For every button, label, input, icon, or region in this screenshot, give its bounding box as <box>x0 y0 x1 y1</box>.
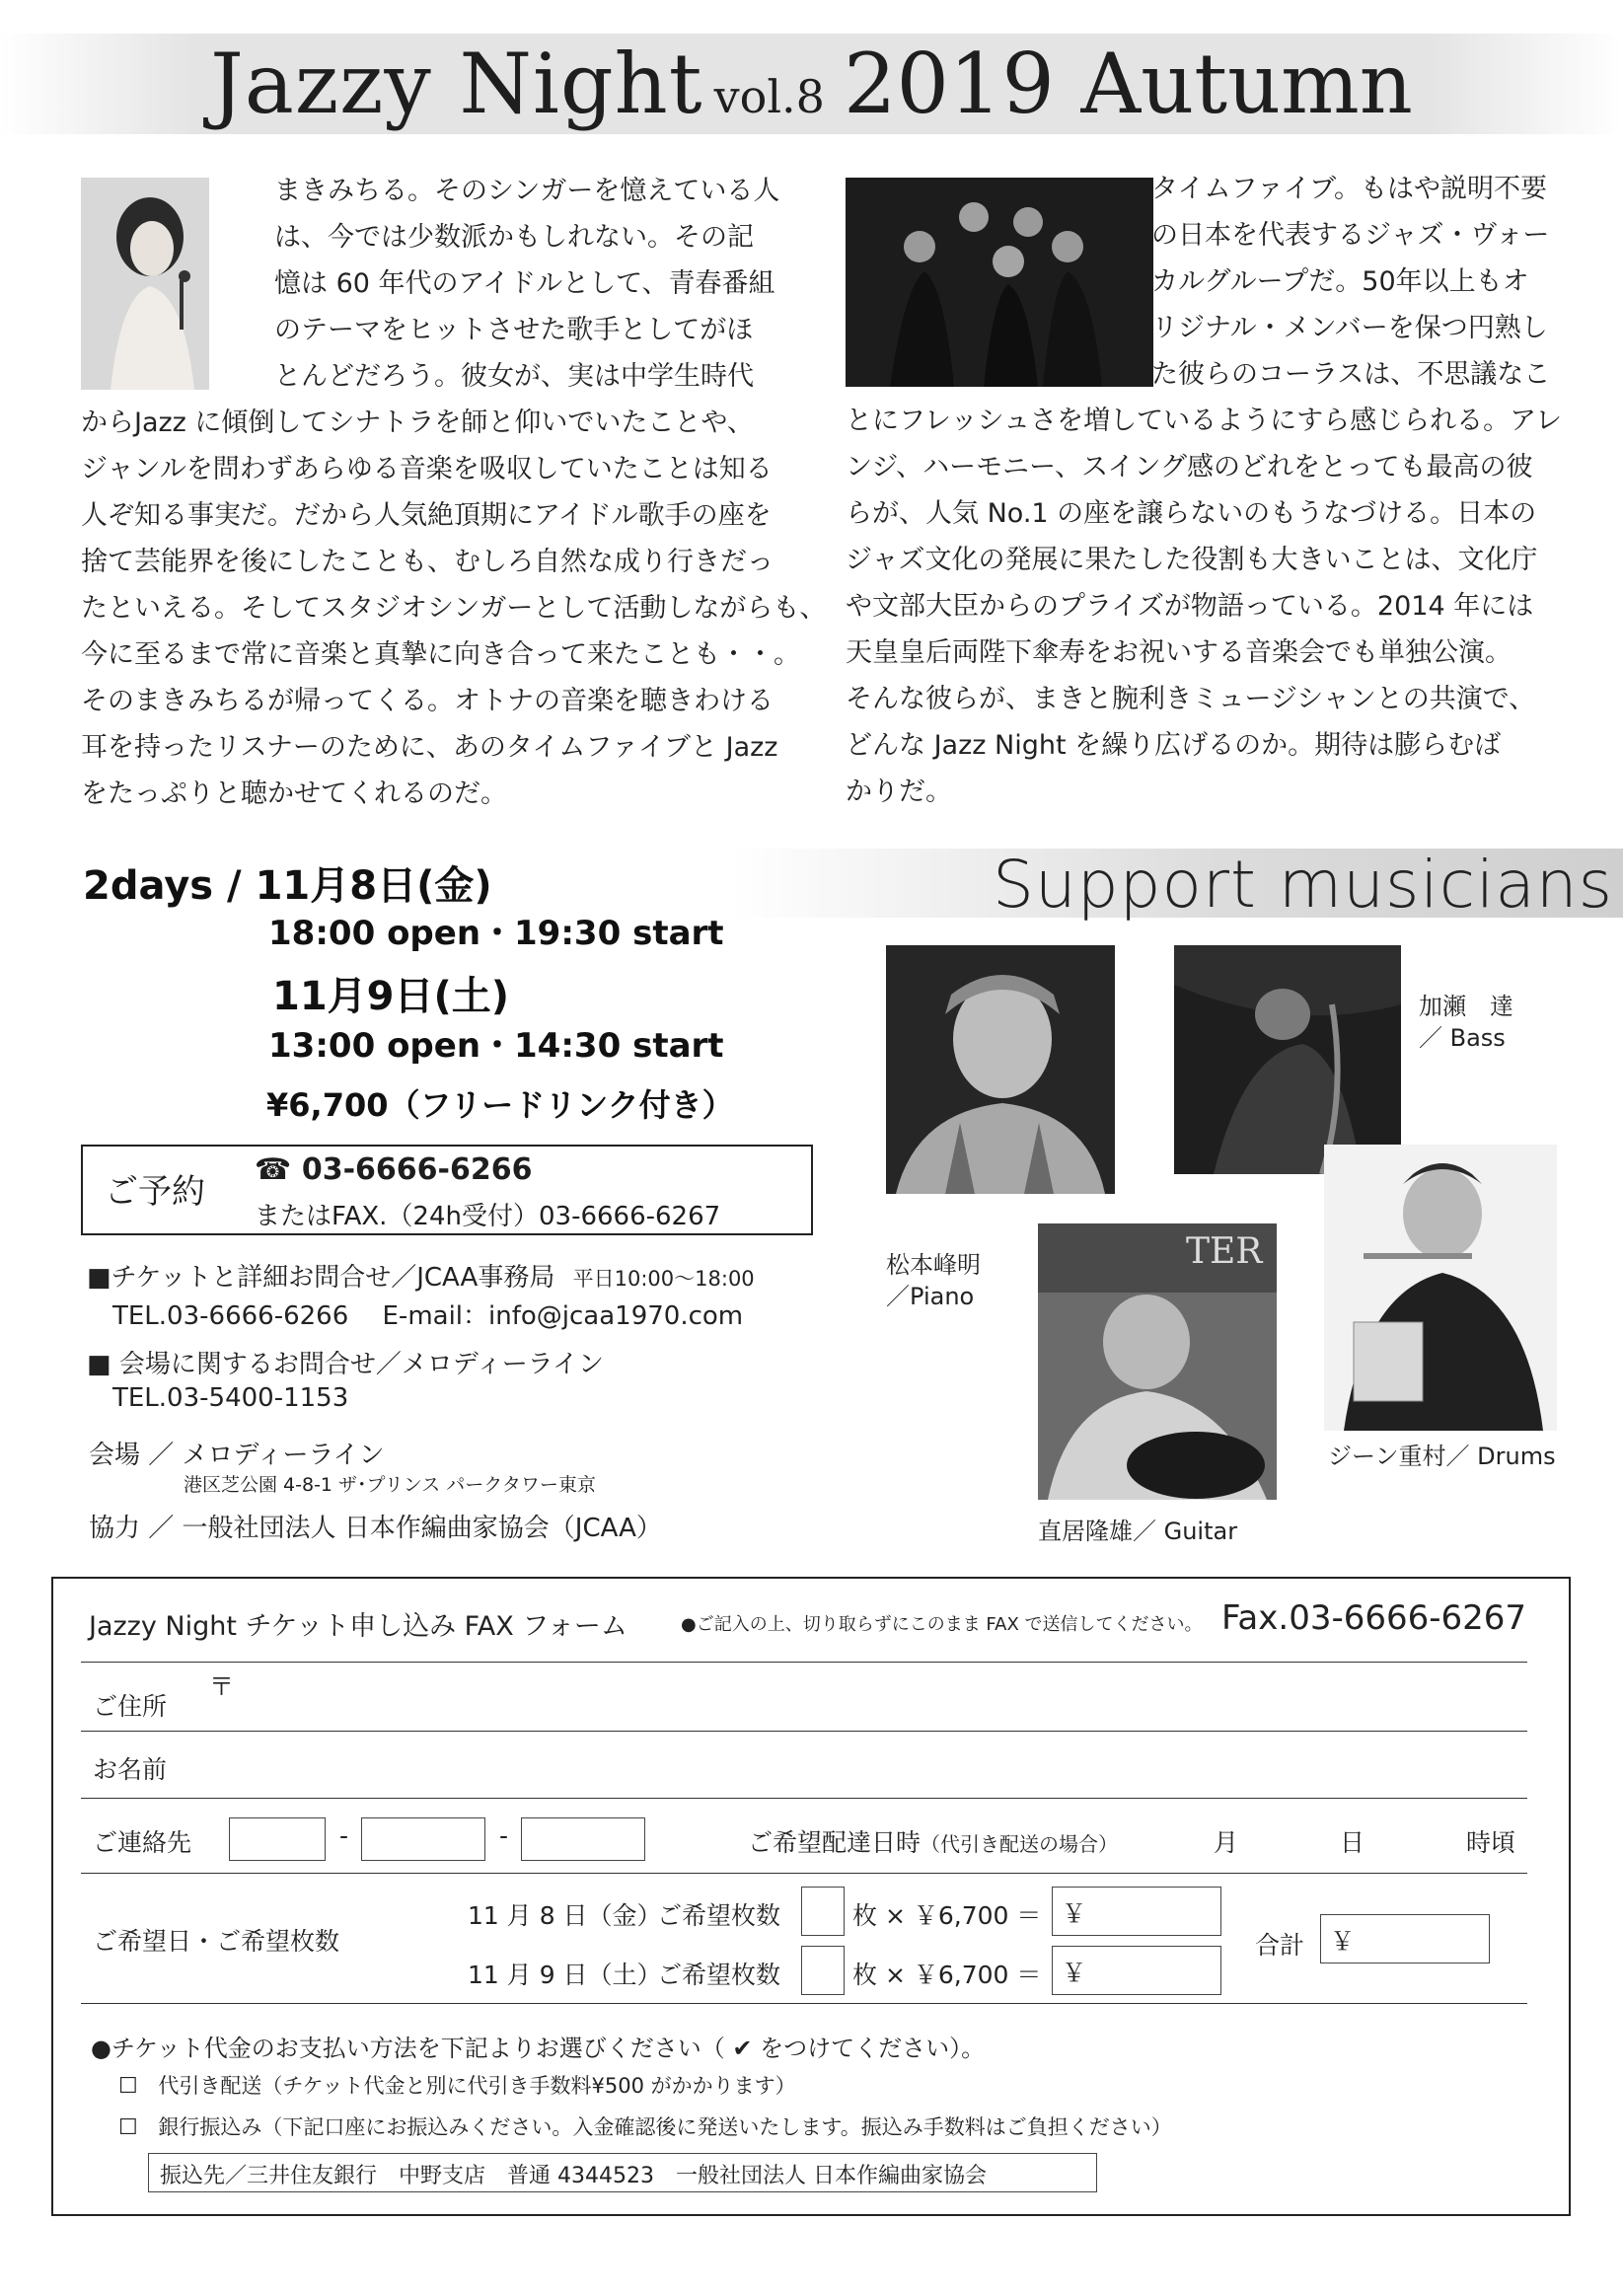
delivery-row <box>748 1823 1118 1859</box>
guitar-photo <box>1038 1223 1277 1500</box>
left-line: まきみちる。そのシンガーを憶えている人 <box>274 176 780 206</box>
right-line: かりだ。 <box>846 777 952 807</box>
payment-option-2[interactable] <box>118 2111 1172 2141</box>
qty2-multiply: 枚 × ￥6,700 ＝ <box>852 1961 1042 1989</box>
option1-label: 代引き配送（チケット代金と別に代引き手数料¥500 がかかります） <box>158 2074 796 2098</box>
reservation-phone-row <box>255 1152 532 1187</box>
day2-time: 13:00 open・14:30 start <box>268 1026 724 1066</box>
contact-label: ご連絡先 <box>93 1828 192 1857</box>
qty2-label: ご希望枚数 <box>657 1961 781 1989</box>
qty1-label: ご希望枚数 <box>657 1901 781 1930</box>
right-line: ンジ、ハーモニー、スイング感のどれをとっても最高の彼 <box>846 452 1533 482</box>
bass-caption <box>1419 991 1513 1054</box>
name-field[interactable] <box>217 1737 1519 1794</box>
subtotal2-yen: ￥ <box>1062 1959 1087 1987</box>
right-line: タイムファイブ。もはや説明不要 <box>1151 174 1547 204</box>
checkbox-icon[interactable]: ☐ <box>118 2115 138 2140</box>
right-line: カルグループだ。50年以上もオ <box>1151 266 1529 297</box>
svg-text:TER: TER <box>1186 1231 1263 1272</box>
piano-photo <box>886 945 1115 1194</box>
left-line: は、今では少数派かもしれない。その記 <box>274 222 754 253</box>
delivery-label: ご希望配達日時 <box>748 1828 922 1857</box>
postal-mark: 〒 <box>209 1672 235 1701</box>
bass-name: 加瀬 達 <box>1419 993 1513 1020</box>
drums-photo <box>1324 1145 1557 1431</box>
left-line: そのまきみちるが帰ってくる。オトナの音楽を聴きわける <box>81 686 774 716</box>
left-line: からJazz に傾倒してシナトラを師と仰いでいたことや、 <box>81 407 754 438</box>
total-yen: ￥ <box>1330 1927 1356 1956</box>
venue-contact-label: ■ 会場に関するお問合せ／メロディーライン <box>87 1350 604 1379</box>
left-line: のテーマをヒットさせた歌手としてがほ <box>274 315 754 345</box>
drums-caption: ジーン重村／ Drums <box>1328 1443 1556 1470</box>
payment-option-1[interactable] <box>118 2070 796 2100</box>
right-line: リジナル・メンバーを保つ円熟し <box>1151 313 1548 343</box>
venue-name: 会場 ／ メロディーライン <box>89 1441 385 1470</box>
delivery-note: （代引き配送の場合） <box>921 1832 1119 1856</box>
day-label: 日 <box>1340 1828 1365 1857</box>
support-title: Support musicians <box>992 847 1613 923</box>
form-divider <box>81 1798 1527 1799</box>
form-divider <box>81 1662 1527 1663</box>
total-label: 合計 <box>1255 1931 1305 1960</box>
left-line: 憶は 60 年代のアイドルとして、青春番組 <box>274 268 775 299</box>
form-divider <box>81 1731 1527 1732</box>
form-note: ●ご記入の上、切り取らずにこのまま FAX で送信してください。 <box>681 1614 1203 1635</box>
left-line: たといえる。そしてスタジオシンガーとして活動しながらも、 <box>81 593 827 624</box>
payment-title: ●チケット代金のお支払い方法を下記よりお選びください（ ✔ をつけてください）。 <box>91 2035 986 2062</box>
right-line: や文部大臣からのプライズが物語っている。2014 年には <box>846 591 1534 622</box>
reservation-label: ご予約 <box>105 1172 205 1212</box>
venue-address: 港区芝公園 4-8-1 ザ･プリンス パークタワー東京 <box>184 1474 596 1496</box>
left-line: をたっぷりと聴かせてくれるのだ。 <box>81 778 507 809</box>
right-line: とにフレッシュさを増しているようにすら感じられる。アレ <box>846 406 1563 436</box>
left-line: 耳を持ったリスナーのために、あのタイムファイブと Jazz <box>81 732 778 763</box>
piano-caption <box>886 1249 981 1312</box>
form-divider <box>81 1873 1527 1874</box>
ticket-price: ¥6,700（フリードリンク付き） <box>266 1086 734 1124</box>
right-line: 天皇皇后両陛下傘寿をお祝いする音楽会でも単独公演。 <box>846 637 1512 668</box>
left-line: ジャンルを問わずあらゆる音楽を吸収していたことは知る <box>81 454 773 484</box>
left-line: 人ぞ知る事実だ。だから人気絶頂期にアイドル歌手の座を <box>81 500 772 531</box>
date2-label: 11 月 9 日（土） <box>468 1961 662 1989</box>
phone-dash-2: - <box>499 1821 509 1850</box>
right-line: ジャズ文化の発展に果たした役割も大きいことは、文化庁 <box>846 545 1538 575</box>
bass-photo <box>1174 945 1401 1174</box>
reservation-fax: またはFAX.（24h受付）03-6666-6267 <box>255 1202 721 1231</box>
guitar-caption: 直居隆雄／ Guitar <box>1038 1518 1238 1545</box>
ticket-contact-row <box>87 1257 755 1294</box>
piano-role: ／Piano <box>886 1283 975 1310</box>
ticket-contact-line: TEL.03-6666-6266 E-mail：info@jcaa1970.com <box>112 1301 744 1331</box>
qty2-field[interactable] <box>801 1946 845 1995</box>
option2-label: 銀行振込み（下記口座にお振込みください。入金確認後に発送いたします。振込み手数料はご負担ください） <box>158 2115 1172 2139</box>
venue-tel: TEL.03-5400-1153 <box>112 1383 349 1413</box>
day1-time: 18:00 open・19:30 start <box>268 914 724 953</box>
right-line: らが、人気 No.1 の座を譲らないのもうなづける。日本の <box>846 498 1537 529</box>
month-label: 月 <box>1214 1828 1239 1857</box>
right-line: た彼らのコーラスは、不思議なこ <box>1151 359 1551 390</box>
wish-label: ご希望日・ご希望枚数 <box>93 1927 340 1956</box>
name-label: お名前 <box>93 1755 168 1784</box>
bass-role: ／ Bass <box>1419 1024 1506 1052</box>
qty1-field[interactable] <box>801 1887 845 1936</box>
left-article <box>81 168 827 817</box>
phone-dash-1: - <box>339 1821 349 1850</box>
phone-field-1[interactable] <box>229 1817 326 1861</box>
ticket-contact-label: ■チケットと詳細お問合せ／JCAA事務局 <box>87 1263 555 1293</box>
hour-label: 時頃 <box>1466 1828 1516 1857</box>
title-year: 2019 Autumn <box>844 36 1413 132</box>
address-label: ご住所 <box>93 1692 168 1721</box>
left-line: とんどだろう。彼女が、実は中学生時代 <box>274 361 754 392</box>
right-line: の日本を代表するジャズ・ヴォー <box>1151 220 1550 251</box>
form-title: Jazzy Night チケット申し込み FAX フォーム <box>89 1611 627 1642</box>
left-line: 捨て芸能界を後にしたことも、むしろ自然な成り行きだっ <box>81 547 774 577</box>
title-vol: vol.8 <box>713 70 825 123</box>
title-main: Jazzy Night <box>210 36 703 132</box>
page-title <box>0 34 1623 134</box>
phone-field-3[interactable] <box>521 1817 645 1861</box>
checkbox-icon[interactable]: ☐ <box>118 2074 138 2099</box>
event-days: 2days / 11月8日(金) <box>83 863 492 909</box>
right-line: どんな Jazz Night を繰り広げるのか。期待は膨らむば <box>846 730 1502 761</box>
date1-label: 11 月 8 日（金） <box>468 1901 662 1930</box>
ticket-contact-hours: 平日10:00〜18:00 <box>572 1267 755 1291</box>
cooperation: 協力 ／ 一般社団法人 日本作編曲家協会（JCAA） <box>89 1514 662 1543</box>
phone-icon: ☎ <box>255 1152 292 1187</box>
form-fax-number: Fax.03-6666-6267 <box>1221 1598 1527 1638</box>
address-field[interactable] <box>257 1667 1519 1727</box>
right-line: そんな彼らが、まきと腕利きミュージシャンとの共演で、 <box>846 684 1536 714</box>
reservation-phone: 03-6666-6266 <box>301 1152 533 1187</box>
left-line: 今に至るまで常に音楽と真摯に向き合って来たことも・・。 <box>81 639 800 670</box>
form-divider <box>81 2003 1527 2004</box>
day2-date: 11月9日(土) <box>272 974 510 1019</box>
qty1-multiply: 枚 × ￥6,700 ＝ <box>852 1901 1042 1930</box>
bank-info: 振込先／三井住友銀行 中野支店 普通 4344523 一般社団法人 日本作編曲家協会 <box>160 2164 987 2188</box>
right-article <box>846 166 1563 815</box>
phone-field-2[interactable] <box>361 1817 485 1861</box>
piano-name: 松本峰明 <box>886 1251 981 1279</box>
subtotal1-yen: ￥ <box>1062 1899 1087 1928</box>
